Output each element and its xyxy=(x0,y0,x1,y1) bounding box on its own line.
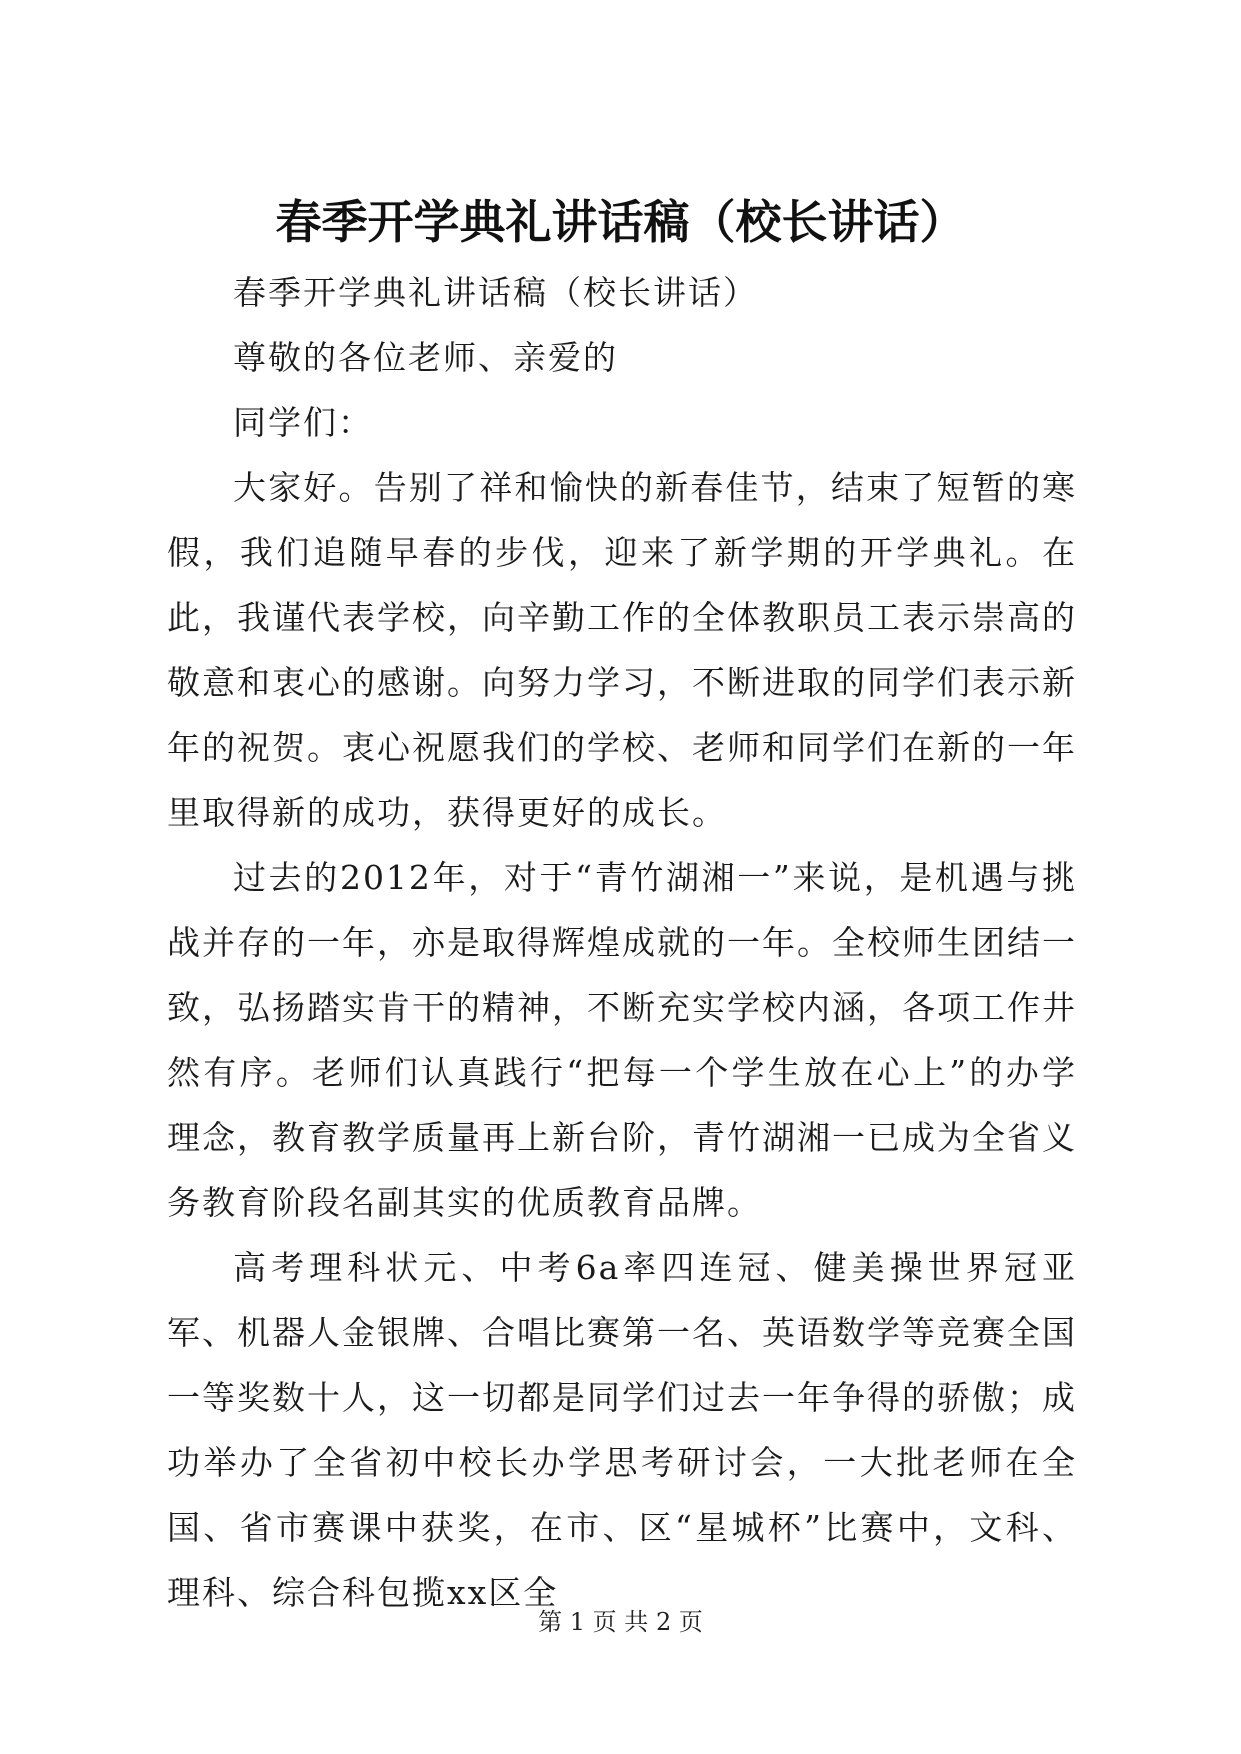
paragraph-salutation-2: 同学们： xyxy=(233,403,373,442)
page-number-footer: 第 1 页 共 2 页 xyxy=(538,1608,703,1636)
paragraph-greeting: 大家好。告别了祥和愉快的新春佳节，结束了短暂的寒假，我们追随早春的步伐，迎来了新学期的开学典礼。在此，我谨代表学校，向辛勤工作的全体教职员工表示崇高的敬意和衷心的感谢。向努力学习，不断进取的同学们表示新年的祝贺。衷心祝愿我们的学校、老师和同学们在新的一年里取得新的成功，获得更好的成长。 xyxy=(167,468,1077,832)
document-title: 春季开学典礼讲话稿（校长讲话） xyxy=(275,195,966,249)
paragraph-review-2012: 过去的2012年，对于“青竹湖湘一”来说，是机遇与挑战并存的一年，亦是取得辉煌成就的一年。全校师生团结一致，弘扬踏实肯干的精神，不断充实学校内涵，各项工作井然有序。老师们认真践行“把每一个学生放在心上”的办学理念，教育教学质量再上新台阶，青竹湖湘一已成为全省义务教育阶段名副其实的优质教育品牌。 xyxy=(167,858,1077,1222)
document-body xyxy=(167,260,1077,1625)
paragraph-achievements: 高考理科状元、中考6a率四连冠、健美操世界冠亚军、机器人金银牌、合唱比赛第一名、英语数学等竞赛全国一等奖数十人，这一切都是同学们过去一年争得的骄傲；成功举办了全省初中校长办学思考研讨会，一大批老师在全国、省市赛课中获奖，在市、区“星城杯”比赛中，文科、理科、综合科包揽xx区全 xyxy=(167,1248,1077,1612)
paragraph-salutation-1: 尊敬的各位老师、亲爱的 xyxy=(233,338,618,377)
paragraph-subtitle: 春季开学典礼讲话稿（校长讲话） xyxy=(233,273,758,312)
